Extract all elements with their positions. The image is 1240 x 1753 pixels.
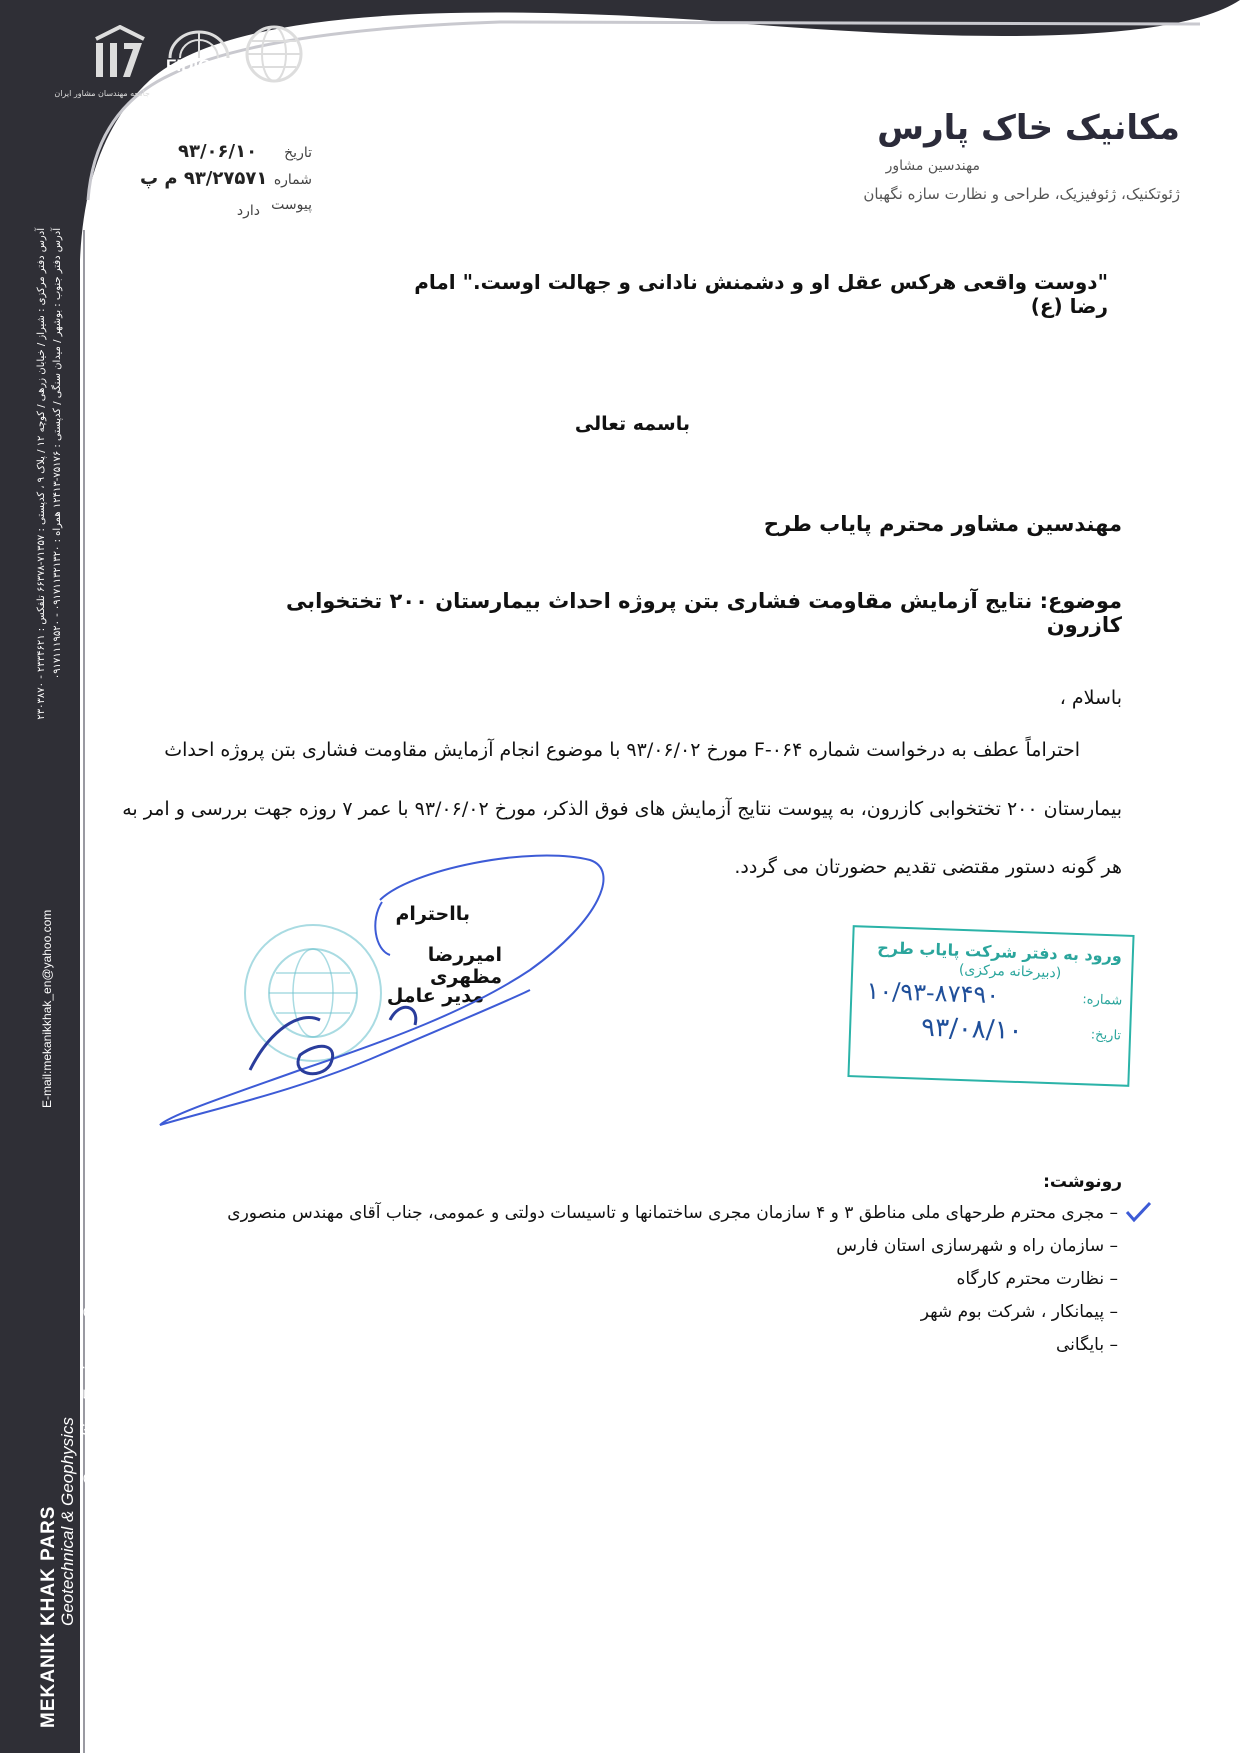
fidic-logo (166, 30, 232, 78)
cc-item-2: – سازمان راه و شهرسازی استان فارس (836, 1236, 1118, 1256)
stamp-line-2: (دبیرخانه مرکزی) (958, 961, 1062, 982)
sidebar-address-2: آدرس دفتر جنوب : بوشهر / میدان سنگی / کدپستی : ۷۵۱۷۶-۱۲۴۱۳ همراه : ۰۹۱۷۱۱۳۲۱۳۲۰ - ۰۹۱۷۱۱۱۹۵۲۰ (52, 228, 63, 680)
sidebar-email: E-mail:mekanikkhak_en@yahoo.com (40, 909, 54, 1108)
cc-item-5: – بایگانی (1055, 1335, 1118, 1355)
stamp-number-label: شماره: (1082, 992, 1123, 1009)
company-name-fa: مکانیک خاک پارس (877, 108, 1180, 148)
cc-item-3: – نظارت محترم کارگاه (956, 1269, 1118, 1289)
signer-title: مدیر عامل (386, 985, 484, 1007)
receipt-stamp (847, 925, 1134, 1087)
company-services: ژئوتکنیک، ژئوفیزیک، طراحی و نظارت سازه نگهبان (863, 185, 1180, 203)
signer-name: امیررضا مظهری (427, 944, 502, 988)
sidebar-tagline-1: Geotechnical & Geophysics (58, 1417, 77, 1626)
globe-icon (244, 24, 304, 84)
globe-emblem (244, 24, 304, 88)
sidebar-tagline-2: Consulting Engineers Co. (80, 1293, 99, 1486)
fidic-label: FIDIC (166, 56, 211, 75)
stamp-line-1: ورود به دفتر شرکت پایاب طرح (877, 938, 1123, 966)
cc-item-4: – پیمانکار ، شرکت بوم شهر (920, 1302, 1118, 1322)
quote: "دوست واقعی هرکس عقل او و دشمنش نادانی و جهالت اوست." امام رضا (ع) (414, 270, 1108, 318)
body-line-1: احتراماً عطف به درخواست شماره F-۰۶۴ مورخ ۹۳/۰۶/۰۲ با موضوع انجام آزمایش مقاومت فشاری بتن پروژه احداث (164, 739, 1080, 761)
recipient: مهندسین مشاور محترم پایاب طرح (763, 512, 1122, 536)
cc-label: رونوشت: (1043, 1172, 1122, 1192)
invocation: باسمه تعالی (574, 413, 690, 435)
closing: بااحترام (395, 903, 470, 925)
number-label: شماره (273, 172, 312, 188)
greeting: باسلام ، (1059, 687, 1122, 709)
checkmark-icon (1124, 1200, 1152, 1224)
stamp-number-value: ۱۰/۹۳-۸۷۴۹۰ (865, 976, 1000, 1010)
date-value: ۹۳/۰۶/۱۰ (178, 141, 258, 162)
body-line-2: بیمارستان ۲۰۰ تختخوابی کازرون، به پیوست نتایج آزمایش های فوق الذکر، مورخ ۹۳/۰۶/۰۲ با عمر ۷ روزه جهت بررسی و امر به (122, 798, 1122, 820)
subject: موضوع: نتایج آزمایش مقاومت فشاری بتن پروژه احداث بیمارستان ۲۰۰ تختخوابی کازرون (285, 589, 1122, 637)
stamp-date-value: ۹۳/۰۸/۱۰ (920, 1012, 1023, 1047)
attachment-label: پیوست (271, 197, 312, 213)
society-logo-icon (90, 25, 150, 85)
stamp-date-label: تاریخ: (1090, 1027, 1122, 1044)
society-logo (54, 25, 150, 98)
society-caption: جامعه مهندسان مشاور ایران (54, 89, 150, 98)
number-value: ۹۳/۲۷۵۷۱ م پ (140, 168, 268, 189)
attachment-value: دارد (236, 203, 260, 219)
sidebar-address-1: آدرس دفتر مرکزی : شیراز / خیابان زرهی / کوچه ۱۲ / پلاک ۹ ، کدپستی : ۷۱۳۵۷-۶۶۳۷۸ تلفکس : ۲۳۳۴۶۲۱ - ۲۳۰۳۸۷۰ (36, 228, 47, 720)
body-line-3: هر گونه دستور مقتضی تقدیم حضورتان می گردد. (734, 856, 1122, 878)
cc-item-1: – مجری محترم طرحهای ملی مناطق ۳ و ۴ سازمان مجری ساختمانها و تاسیسات دولتی و عمومی، جناب آقای مهندس منصوری (227, 1203, 1118, 1223)
company-subtitle: مهندسین مشاور (885, 158, 980, 174)
sidebar-company-name: MEKANIK KHAK PARS (38, 1505, 59, 1728)
handwritten-signature (150, 840, 610, 1140)
date-label: تاریخ (284, 145, 312, 161)
